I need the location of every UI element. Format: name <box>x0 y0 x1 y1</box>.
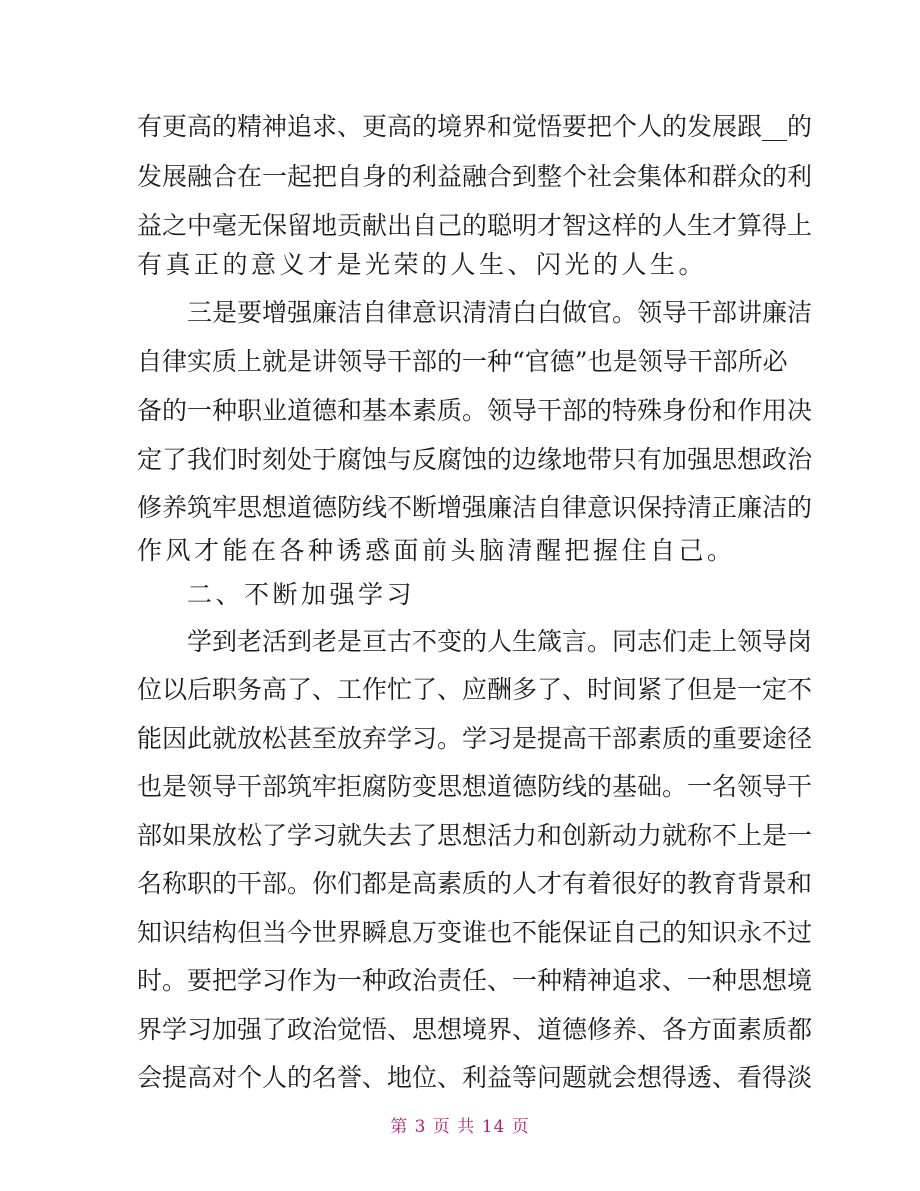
text-line: 位以后职务高了、工作忙了、应酬多了、时间紧了但是一定不 <box>137 675 813 704</box>
paragraph-first-line: 三是要增强廉洁自律意识清清白白做官。领导干部讲廉洁 <box>187 298 813 327</box>
text-line: 定了我们时刻处于腐蚀与反腐蚀的边缘地带只有加强思想政治 <box>137 445 813 474</box>
text-line: 时。要把学习作为一种政治责任、一种精神追求、一种思想境 <box>137 966 813 995</box>
text-line: 发展融合在一起把自身的利益融合到整个社会集体和群众的利 <box>137 162 813 191</box>
text-line: 名称职的干部。你们都是高素质的人才有着很好的教育背景和 <box>137 869 813 898</box>
paragraph-first-line: 学到老活到老是亘古不变的人生箴言。同志们走上领导岗 <box>187 627 813 656</box>
page-number-footer: 第 3 页 共 14 页 <box>390 1117 530 1137</box>
text-line: 知识结构但当今世界瞬息万变谁也不能保证自己的知识永不过 <box>137 918 813 947</box>
text-line: 备的一种职业道德和基本素质。领导干部的特殊身份和作用决 <box>137 396 813 425</box>
text-line: 有更高的精神追求、更高的境界和觉悟要把个人的发展跟__的 <box>137 112 813 141</box>
text-line: 部如果放松了学习就失去了思想活力和创新动力就称不上是一 <box>137 821 813 850</box>
text-line: 有真正的意义才是光荣的人生、闪光的人生。 <box>137 250 708 279</box>
text-line: 也是领导干部筑牢拒腐防变思想道德防线的基础。一名领导干 <box>137 772 813 801</box>
text-line: 益之中毫无保留地贡献出自己的聪明才智这样的人生才算得上 <box>137 211 813 240</box>
text-line: 修养筑牢思想道德防线不断增强廉洁自律意识保持清正廉洁的 <box>137 493 813 522</box>
text-line: 作风才能在各种诱惑面前头脑清醒把握住自己。 <box>137 536 736 565</box>
section-heading: 二、不断加强学习 <box>187 580 416 609</box>
text-line: 界学习加强了政治觉悟、思想境界、道德修养、各方面素质都 <box>137 1015 813 1044</box>
text-line: 能因此就放松甚至放弃学习。学习是提高干部素质的重要途径 <box>137 724 813 753</box>
text-line: 会提高对个人的名誉、地位、利益等问题就会想得透、看得淡 <box>137 1063 813 1092</box>
text-line: 自律实质上就是讲领导干部的一种“官德”也是领导干部所必 <box>137 347 788 376</box>
